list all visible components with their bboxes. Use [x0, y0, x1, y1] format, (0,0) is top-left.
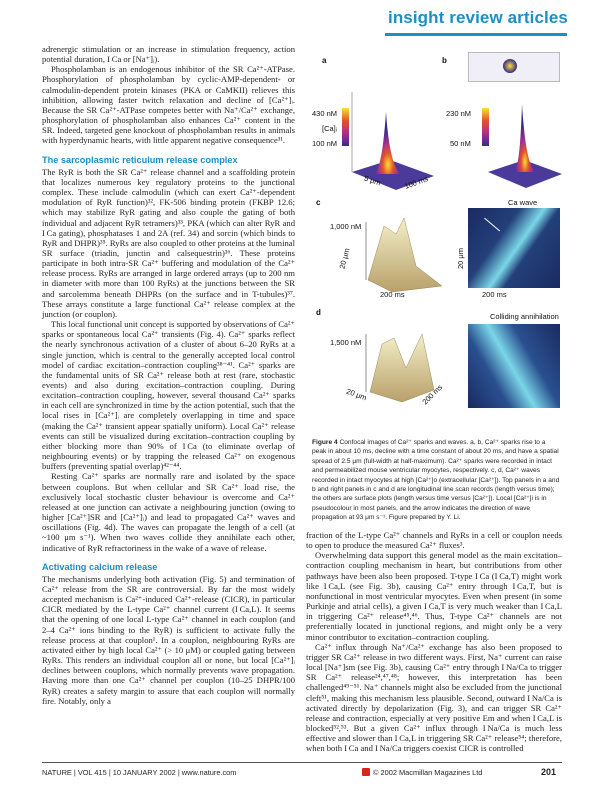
z-scale-label: 1,500 nM: [330, 338, 362, 347]
scale-axis-label: [Ca]ᵢ: [322, 124, 337, 133]
section-heading: Activating calcium release: [42, 561, 158, 572]
panel-label: b: [442, 56, 447, 65]
panel-d: [312, 304, 564, 414]
panel-a: [312, 52, 436, 192]
paragraph: Phospholamban is an endogenous inhibitor of the SR Ca²⁺-ATPase. Phosphorylation of phospholamban by cyclic-AMP-dependent- or calmodulin-dependent protein kinases (PKA or CaMKII) relieves this inhibition, allowing faster twitch relaxation and decline of [Ca²⁺]ᵢ. Because the SR Ca²⁺-ATPase competes better with Na⁺/Ca²⁺ exchange, phosphorylation of phospholamban also enhances Ca²⁺ content in the SR. Indeed, targeted gene knockout of phospholamban results in animals with hyperdynamic hearts, with little apparent negative consequence³¹.: [42, 64, 295, 146]
left-column: [42, 44, 295, 706]
footer-copyright: [362, 768, 482, 777]
copyright-text: © 2002 Macmillan Magazines Ltd: [373, 768, 483, 777]
section-title: insight review articles: [388, 8, 568, 27]
paragraph: The mechanisms underlying both activation (Fig. 5) and termination of Ca²⁺ release from the SR are controversial. By far the most widely accepted mechanism is Ca²⁺-induced Ca²⁺-release (CICR), in particular CICR mediated by the L-type Ca²⁺ channel current (I Ca,L). It seems that the opening of one local L-type Ca²⁺ channel in each couplon (and 2–4 Ca²⁺ ions binding to the RyR) is sufficient to activate fully the release process at that couplon¹. In a couplon, neighbouring RyRs are activated either by high local Ca²⁺ (> 10 μM) or coupled gating between RyRs. This renders an individual couplon all or none, but local [Ca²⁺]ᵢ declines between couplons, which normally prevents wave propagation. Having more than one Ca²⁺ channel per couplon (10–25 DHPR/100 RyR) creates a safety margin to assure that each couplon will normally fire. Notably, only a: [42, 573, 295, 706]
panel-label: a: [322, 56, 327, 65]
paragraph: adrenergic stimulation or an increase in stimulation frequency, action potential duration, I Ca or [Na⁺]ᵢ).: [42, 44, 295, 65]
scale-min-label: 50 nM: [450, 139, 471, 148]
right-column: [306, 530, 562, 753]
wave-x-label: 200 ms: [482, 290, 507, 299]
panel-label: d: [316, 308, 321, 317]
wave-line-scan-image: [468, 208, 560, 288]
paragraph: Ca²⁺ influx through Na⁺/Ca²⁺ exchange has also been proposed to trigger SR Ca²⁺ release in two different ways. First, Na⁺ current can raise local [Na⁺]sm (see Fig. 3b), causing Ca²⁺ entry through I Na/Ca to trigger SR Ca²⁺ release²⁴,⁴⁷,⁴⁸; however, this interpretation has been challenged⁴⁹⁻⁵¹. Na⁺ channels might also be excluded from the junctional cleft⁵¹, making this mechanism less plausible. Second, outward I Na/Ca is activated directly by depolarization (Fig. 3), and can trigger SR Ca²⁺ release and contraction, especially at very positive Em and when I Ca,L is blocked⁵²,⁵³. But a given Ca²⁺ influx through I Na/Ca is much less effective and slower than I Ca,L in triggering SR Ca²⁺ release⁵⁴; therefore, when both I Ca and I Na/Ca triggers coexist CICR is controlled: [306, 641, 562, 754]
publisher-logo-icon: [362, 768, 370, 776]
wave-surface-plot: [312, 196, 452, 302]
panel-b: [438, 52, 564, 192]
page-number: 201: [541, 767, 557, 777]
caption-text: Confocal images of Ca²⁺ sparks and waves. a, b, Ca²⁺ sparks rise to a peak in about 10 ms, decline with a time constant of about 20 ms, and have a spatial spread of 2.5 μm (full-width at half-maximum). Ca²⁺ sparks were recorded in intact and permeabilized mouse ventricular myocytes, respectively. c, d, Ca²⁺ waves recorded in intact myocytes at high [Ca²⁺]o (extracellular [Ca²⁺]). Top panels in a and b and right panels in c and d are longitudinal line scan records (length versus time); the others are surface plots (length versus time versus [Ca²⁺]). Local [Ca²⁺]i is in pseudocolour in most panels, and the arrow indicates the direction of wave propagation at 93 μm s⁻¹. Figure prepared by Y. Li.: [312, 439, 560, 522]
paragraph: fraction of the L-type Ca²⁺ channels and RyRs in a cell or couplon needs to open to produce the measured Ca²⁺ fluxes³.: [306, 530, 562, 551]
y-scale-label: 20 μm: [337, 247, 352, 270]
figure-caption: [312, 438, 560, 523]
x-scale-label: 5 μm: [363, 173, 382, 188]
z-scale-label: 1,000 nM: [330, 222, 362, 231]
section-heading: The sarcoplasmic reticulum release complex: [42, 154, 238, 165]
footer-rule: [42, 762, 562, 763]
footer-journal: NATURE | VOL 415 | 10 JANUARY 2002 | www.nature.com: [42, 768, 237, 777]
propagation-arrow: [484, 218, 500, 232]
paragraph: The RyR is both the SR Ca²⁺ release channel and a scaffolding protein that localizes numerous key regulatory proteins to the junctional complex. These include calmodulin (which can exert Ca²⁺-dependent modulation of RyR function)³², FK-506 binding protein (FKBP 12.6; which may stabilize RyR gating and also couple the gating of both individual and adjacent RyR tetramers)³³, PKA (which can alter RyR and I Ca gating), phosphatases 1 and 2A (ref. 34) and sorcin (which binds to RyR and DHPR)³⁵. RyRs are also coupled to other proteins at the luminal SR surface (triadin, junctin and calsequestrin)³⁶. These proteins participate in both intra-SR Ca²⁺ buffering and modulation of the Ca²⁺ release process. RyRs are arranged in large ordered arrays (up to 200 nm in diameter with more than 100 RyRs) at the junctions between the SR and sarcolemma beneath DHPRs (on the surface and in T-tubules)³⁷. These arrays constitute a large functional Ca²⁺ release complex at the junction (or couplon).: [42, 166, 295, 319]
wave-image-title: Ca wave: [508, 198, 538, 207]
spark-surface-plot: [312, 52, 436, 192]
page-header: [0, 0, 600, 40]
scale-max-label: 230 nM: [446, 109, 472, 118]
y-scale-label: 100 ms: [403, 174, 430, 191]
scale-min-label: 100 nM: [312, 139, 338, 148]
collision-line-scan-image: [468, 324, 560, 408]
header-rule: [385, 33, 567, 36]
paragraph: Overwhelming data support this general model as the main excitation–contraction coupling mechanism in heart, but contributions from other pathways have been also been proposed. T-type I Ca (I Ca,T) might work like I Ca,L (see Fig. 3b), causing Ca²⁺ entry through I Ca,T, but is nonfunctional in most ventricular myocytes. Even when present (in some Purkinje and atrial cells), a given I Ca,T is very much weaker than I Ca,L in triggering Ca²⁺ release⁴⁵,⁴⁶. Thus, T-type Ca²⁺ channels are not preferentially located in junctional regions, and might only be a very minor contributor to excitation–contraction coupling.: [306, 550, 562, 642]
x-scale-label: 200 ms: [380, 290, 405, 299]
panel-label: c: [316, 198, 321, 207]
paragraph: Resting Ca²⁺ sparks are normally rare and isolated by the space between couplons. But when cellular and SR Ca²⁺ load rise, the exclusively local stochastic cluster behaviour is overcome and Ca²⁺ released at one junction can activate a neighbouring junction (owing to higher [Ca²⁺]SR and [Ca²⁺]ᵢ) and lead to propagated Ca²⁺ waves and oscillations (Fig. 4d). The waves can propagate the length of a cell (at ~100 μm s⁻¹). When two waves collide they annihilate each other, indicative of RyR refractoriness in the wake of a wave of release.: [42, 471, 295, 553]
y-scale-label: 20 μm: [345, 386, 368, 403]
paragraph: This local functional unit concept is supported by observations of Ca²⁺ sparks or spontaneous local Ca²⁺ transients (Fig. 4). Ca²⁺ sparks reflect the nearly synchronous activation of a cluster of about 6–20 RyRs at a single junction, which is central to the generally accepted local control model of cardiac excitation–contraction coupling³⁸⁻⁴¹. Ca²⁺ sparks are the fundamental units of SR Ca²⁺ release both at rest (rare, stochastic events) and also during excitation–contraction coupling. During excitation–contraction coupling, however, several thousand Ca²⁺ sparks in each cell are synchronized in time by the action potential, such that the local rises in [Ca²⁺]ᵢ are completely overlapping in time and space (making the Ca²⁺ transient appear spatially uniform). Local Ca²⁺ release events can still be visualized during excitation–contraction coupling by either blocking more than 90% of I Ca (to eliminate overlap of neighbouring events) or by trapping the released Ca²⁺ on exogenous buffers (preventing spatial overlap)⁴²⁻⁴⁴.: [42, 319, 295, 472]
panel-c: [312, 196, 564, 302]
wave-image-title: Colliding annihilation: [490, 312, 559, 321]
caption-title: Figure 4: [312, 439, 338, 446]
wave-y-label: 20 μm: [456, 248, 465, 269]
x-scale-label: 200 ms: [420, 382, 445, 407]
spark-surface-plot: [438, 52, 564, 192]
scale-max-label: 430 nM: [312, 109, 338, 118]
